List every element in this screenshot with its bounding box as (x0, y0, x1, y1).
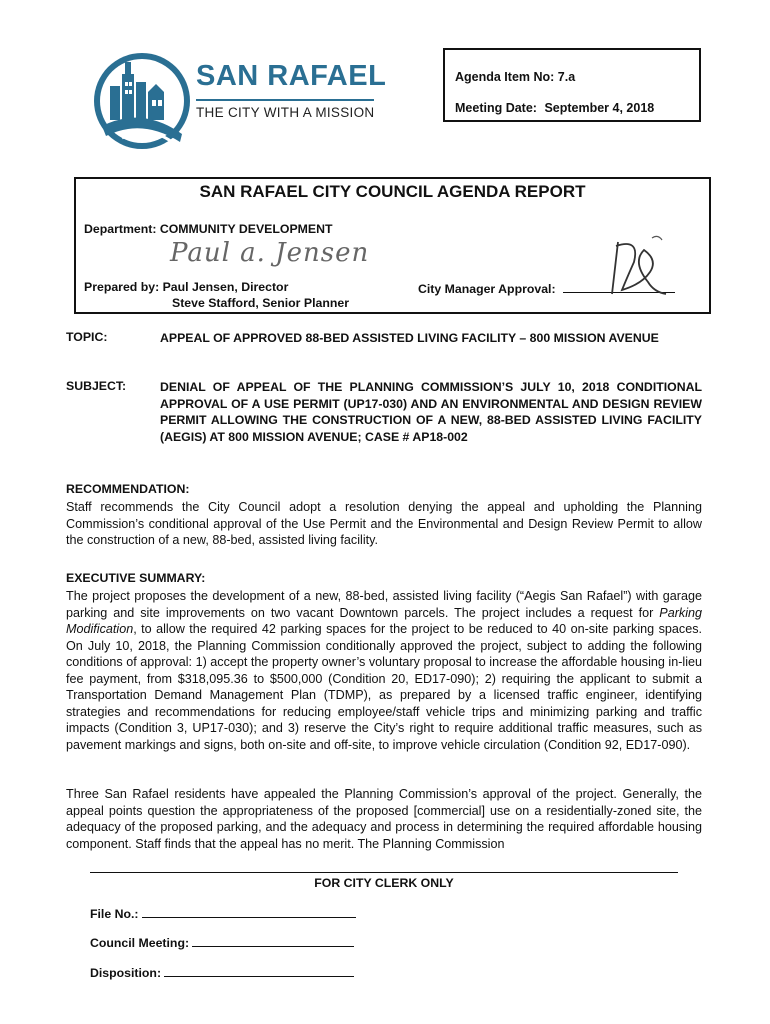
logo-divider (196, 99, 374, 101)
meeting-date-value: September 4, 2018 (544, 101, 655, 115)
prepared-by-line (84, 280, 288, 294)
department-label: Department: (84, 222, 157, 236)
agenda-item-line (455, 70, 575, 84)
prepared-by-name-1: Paul Jensen, Director (162, 280, 289, 294)
summary-p1-start: The project proposes the development of a new, 88-bed, assisted living facility (“Aegis San Rafael”) with garage parking and site improvements on two vacant Downtown parcels. The project includes a request for (66, 589, 702, 620)
council-meeting-line (90, 934, 354, 950)
prepared-by-name-2: Steve Stafford, Senior Planner (172, 296, 349, 310)
logo-subtitle: THE CITY WITH A MISSION (196, 105, 375, 120)
subject-text: DENIAL OF APPEAL OF THE PLANNING COMMISSION’S JULY 10, 2018 CONDITIONAL APPROVAL OF A USE PERMIT (UP17-030) AND AN ENVIRONMENTAL AND DESIGN REVIEW PERMIT ALLOWING THE CONSTRUCTION OF A NEW, 88-BED ASSISTED LIVING FACILITY (AEGIS) AT 800 MISSION AVENUE; CASE # AP18-002 (160, 380, 702, 444)
council-meeting-field[interactable] (192, 934, 354, 947)
meeting-date-label: Meeting Date: (455, 101, 537, 115)
prepared-by-label: Prepared by: (84, 280, 160, 294)
report-title: SAN RAFAEL CITY COUNCIL AGENDA REPORT (199, 182, 586, 201)
executive-summary-paragraph-2: Three San Rafael residents have appealed the Planning Commission’s approval of the project. Generally, the appeal points question the appropriateness of the proposed [commercial] use on a residentially-zoned site, the adequacy of the proposed parking, and the adequacy and process in determining the required affordable housing component. Staff finds that the appeal has no merit. The Planning Commission (66, 787, 702, 851)
topic-text: APPEAL OF APPROVED 88-BED ASSISTED LIVING FACILITY – 800 MISSION AVENUE (160, 331, 659, 345)
council-meeting-label: Council Meeting: (90, 936, 190, 950)
executive-summary-paragraph-1 (66, 588, 702, 753)
director-signature: Paul a. Jensen (170, 238, 370, 268)
city-seal-logo (92, 46, 192, 156)
subject-label: SUBJECT: (66, 379, 127, 393)
disposition-line (90, 964, 354, 980)
meeting-date-line (455, 101, 654, 115)
recommendation-text: Staff recommends the City Council adopt a resolution denying the appeal and upholding the Planning Commission’s conditional approval of the Use Permit and the Environmental and Design Review Permit to allow the construction of a new, 88-bed, assisted living facility. (66, 500, 702, 547)
recommendation-heading: RECOMMENDATION: (66, 482, 190, 496)
department-value: COMMUNITY DEVELOPMENT (159, 222, 333, 236)
logo-title: SAN RAFAEL (196, 60, 387, 92)
file-number-line (90, 905, 356, 921)
executive-summary-heading: EXECUTIVE SUMMARY: (66, 571, 206, 585)
file-number-label: File No.: (90, 907, 139, 921)
summary-p1-italic: Parking Modification (66, 605, 702, 636)
agenda-item-value: 7.a (557, 70, 576, 84)
city-manager-label: City Manager Approval: (418, 282, 556, 296)
agenda-item-label: Agenda Item No: (455, 70, 555, 84)
file-number-field[interactable] (142, 905, 356, 918)
disposition-label: Disposition: (90, 966, 162, 980)
department-line (84, 222, 332, 236)
clerk-heading: FOR CITY CLERK ONLY (314, 876, 454, 890)
summary-p1-end: , to allow the required 42 parking spaces for the project to be reduced to 40 on-site parking spaces. On July 10, 2018, the Planning Commission conditionally approved the project, subject to adding the following conditions of approval: 1) accept the property owner’s voluntary proposal to increase the affordable housing in-lieu fee payment, from $318,095.36 to $500,000 (Condition 20, ED17-090); 2) requiring the applicant to submit a Transportation Demand Management Plan (TDMP), as prepared by a licensed traffic engineer, identifying strategies and recommendations for reducing employee/staff vehicle trips and minimizing parking and traffic impacts (Condition 3, UP17-030); and 3) reserve the City’s right to require additional traffic measures, such as pavement markings and signs, both on-site and off-site, to improve vehicle circulation (Condition 92, ED17-090). (66, 622, 702, 752)
topic-label: TOPIC: (66, 330, 108, 344)
disposition-field[interactable] (164, 964, 354, 977)
city-manager-signature (596, 232, 686, 298)
clerk-divider (90, 872, 678, 873)
